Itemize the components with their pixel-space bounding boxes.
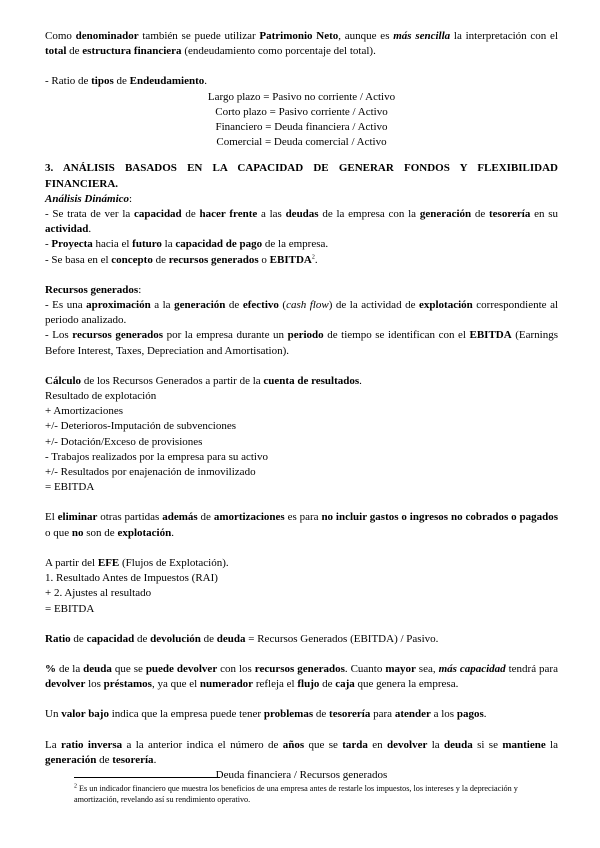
page-body — [45, 29, 558, 783]
calc-line: - Trabajos realizados por la empresa para su activo — [45, 450, 268, 463]
footnote-separator — [74, 777, 220, 778]
efe-line: = EBITDA — [45, 602, 95, 615]
formula-comercial: Comercial = Deuda comercial / Activo — [216, 136, 387, 149]
formula-largo-plazo: Largo plazo = Pasivo no corriente / Activo — [207, 90, 396, 103]
formula-corto-plazo: Corto plazo = Pasivo corriente / Activo — [215, 105, 388, 118]
calc-line: = EBITDA — [45, 481, 95, 494]
ratio-tipos-line: - Ratio de tipos de Endeudamiento. — [45, 75, 207, 88]
recursos-item-2: - Los recursos generados por la empresa durante un periodo de tiempo se identifican con el EBITDA (Earnings Before Interest, Taxes, Depreciation and Amortisation). — [45, 329, 559, 357]
dinamico-item-1: - Se trata de ver la capacidad de hacer frente a las deudas de la empresa con la generación de tesorería en su actividad. — [45, 208, 558, 236]
footnote: $^2$ Es un indicador financiero que muestra los beneficios de una empresa antes de restarle los impuestos, los intereses y la depreciación y amortización, revelando así su rendimiento operativo. — [74, 783, 518, 804]
footnote-number: 2 — [74, 783, 77, 790]
efe-line: 1. Resultado Antes de Impuestos (RAI) — [45, 572, 218, 585]
efe-line: + 2. Ajustes al resultado — [45, 587, 152, 600]
calc-line: +/- Dotación/Exceso de provisiones — [45, 435, 203, 448]
calculo-heading: Cálculo de los Recursos Generados a partir de la cuenta de resultados. — [45, 374, 362, 387]
recursos-generados-label: Recursos generados: — [45, 283, 142, 296]
footnote-ref[interactable]: 2 — [311, 253, 315, 260]
dinamico-item-3: - Se basa en el concepto de recursos generados o EBITDA$^2$. — [45, 253, 318, 266]
recursos-item-1: - Es una aproximación a la generación de efectivo (cash flow) de la actividad de explotación correspondiente al periodo analizado. — [45, 299, 559, 327]
formula-financiero: Financiero = Deuda financiera / Activo — [215, 121, 388, 134]
paragraph-valor-bajo: Un valor bajo indica que la empresa puede tener problemas de tesorería para atender a los pagos. — [45, 708, 487, 721]
efe-heading: A partir del EFE (Flujos de Explotación). — [45, 556, 229, 569]
paragraph-denominador: Como denominador también se puede utilizar Patrimonio Neto, aunque es más sencilla la interpretación con el total de estructura financiera (endeudamiento como porcentaje del total). — [45, 30, 558, 58]
formula-ratio-inversa: Deuda financiera / Recursos generados — [215, 768, 388, 781]
paragraph-porcentaje-deuda: % de la deuda que se puede devolver con los recursos generados. Cuanto mayor sea, más capacidad tendrá para devolver los préstamos, ya que el numerador refleja el flujo de caja que genera la empresa. — [45, 662, 558, 691]
paragraph-ratio-inversa: La ratio inversa a la anterior indica el número de años que se tarda en devolver la deuda si se mantiene la generación de tesorería. — [45, 738, 558, 766]
analisis-dinamico-label: Análisis Dinámico: — [45, 192, 133, 205]
dinamico-item-2: - Proyecta hacia el futuro la capacidad de pago de la empresa. — [45, 238, 329, 251]
ratio-capacidad-devolucion: Ratio de capacidad de devolución de deuda = Recursos Generados (EBITDA) / Pasivo. — [45, 632, 439, 645]
calc-line: +/- Deterioros-Imputación de subvenciones — [45, 420, 237, 433]
section-3-heading: 3. ANÁLISIS BASADOS EN LA CAPACIDAD DE GENERAR FONDOS Y FLEXIBILIDAD FINANCIERA. — [45, 162, 558, 190]
paragraph-eliminar: El eliminar otras partidas además de amortizaciones es para no incluir gastos o ingresos no cobrados o pagados o que no son de explotación. — [45, 511, 559, 539]
calc-line: Resultado de explotación — [45, 390, 157, 403]
calc-line: + Amortizaciones — [45, 405, 123, 418]
calc-line: +/- Resultados por enajenación de inmovilizado — [45, 466, 256, 479]
